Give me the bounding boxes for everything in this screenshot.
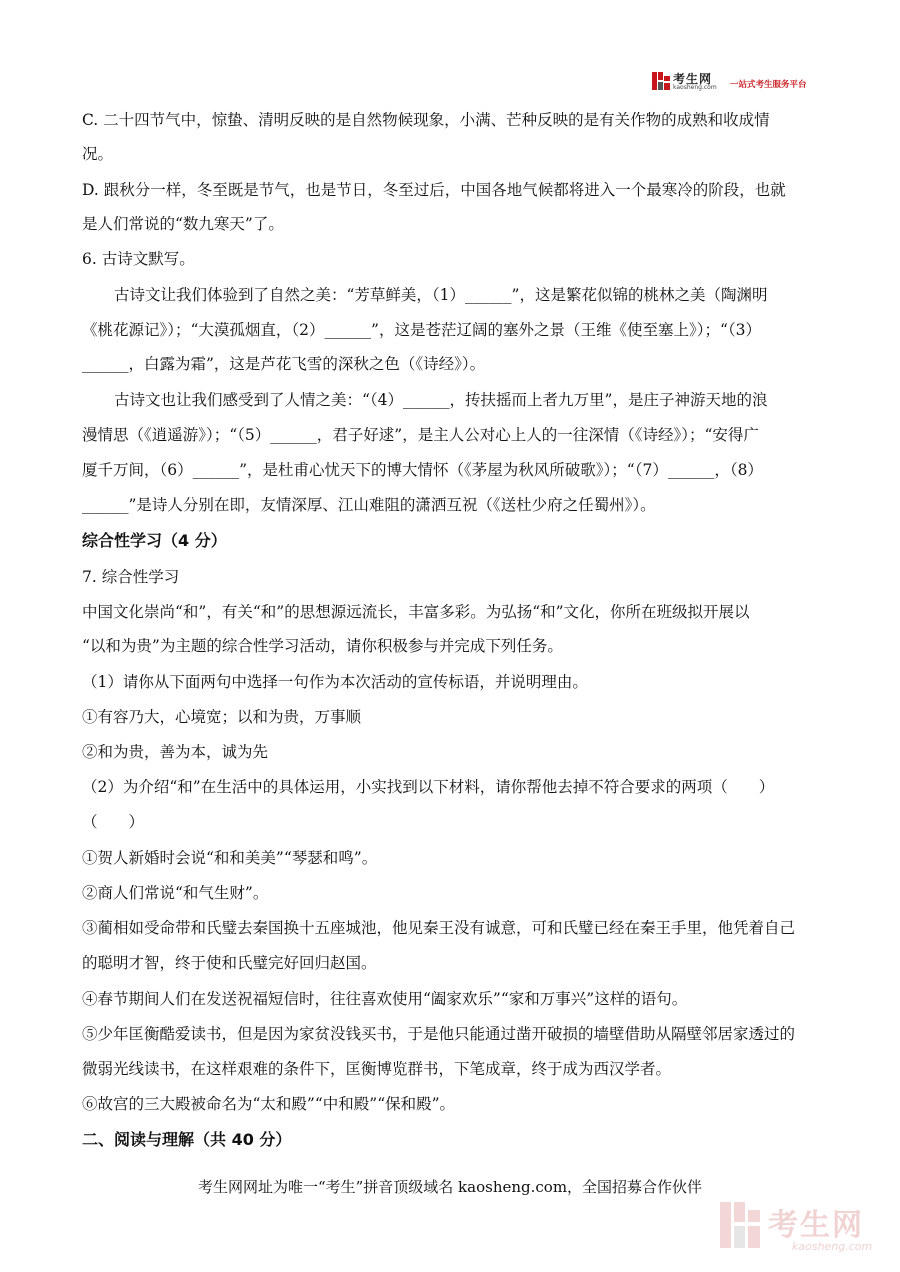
q6-para1-line2: 《桃花源记》）；“大漠孤烟直，（2）______”，这是苍茫辽阔的塞外之景（王维《使至塞上》）；“（3） [82, 321, 761, 339]
option-d-line1: D. 跟秋分一样，冬至既是节气，也是节日，冬至过后，中国各地气候都将进入一个最寒冷的阶段，也就 [82, 181, 786, 199]
q7-intro-line2: “以和为贵”为主题的综合性学习活动，请你积极参与并完成下列任务。 [82, 637, 563, 655]
q6-para1-line3: ______，白露为霜”，这是芦花飞雪的深秋之色（《诗经》）。 [82, 355, 486, 373]
option-c-line2: 况。 [82, 145, 114, 163]
q7-part1: （1）请你从下面两句中选择一句作为本次活动的宣传标语，并说明理由。 [82, 673, 588, 691]
watermark [720, 1200, 890, 1260]
material-3-line2: 的聪明才智，终于使和氏璧完好回归赵国。 [82, 954, 377, 972]
section-heading-comprehensive: 综合性学习（4 分） [82, 531, 227, 550]
q6-para2-line4: ______”是诗人分别在即，友情深厚、江山难阻的潇洒互祝（《送杜少府之任蜀州》）。 [82, 496, 656, 514]
q7-intro-line1: 中国文化崇尚“和”，有关“和”的思想源远流长，丰富多彩。为弘扬“和”文化，你所在班级拟开展以 [82, 603, 750, 621]
section-heading-reading: 二、阅读与理解（共 40 分） [82, 1130, 292, 1149]
q7-part2-blank: （ ） [82, 813, 145, 831]
footer-text: 考生网网址为唯一“考生”拼音顶级域名 kaosheng.com，全国招募合作伙伴 [197, 1178, 703, 1196]
logo-domain: kaosheng.com [673, 84, 717, 91]
q7-slogan-1: ①有容乃大，心境宽；以和为贵，万事顺 [82, 708, 362, 726]
material-3-line1: ③蔺相如受命带和氏璧去秦国换十五座城池，他见秦王没有诚意，可和氏璧已经在秦王手里，他凭着自己 [82, 919, 796, 937]
q7-part2: （2）为介绍“和”在生活中的具体运用，小实找到以下材料，请你帮他去掉不符合要求的两项（ ） [82, 778, 775, 796]
material-4: ④春节期间人们在发送祝福短信时，往往喜欢使用“阖家欢乐”“家和万事兴”这样的语句。 [82, 990, 688, 1008]
material-2: ②商人们常说“和气生财”。 [82, 884, 269, 902]
logo-slogan: 一站式考生服务平台 [730, 80, 807, 90]
question-7-title: 7. 综合性学习 [82, 568, 180, 586]
header-logo [652, 70, 828, 96]
question-6-title: 6. 古诗文默写。 [82, 250, 195, 268]
option-c-line1: C. 二十四节气中，惊蛰、清明反映的是自然物候现象，小满、芒种反映的是有关作物的成熟和收成情 [82, 111, 770, 129]
watermark-name: 考生网 [768, 1208, 864, 1243]
kaosheng-logo-icon [652, 72, 670, 90]
q7-slogan-2: ②和为贵，善为本，诚为先 [82, 743, 269, 761]
q6-para2-line3: 厦千万间，（6）______”，是杜甫心忧天下的博大情怀（《茅屋为秋风所破歌》）；“（7）______，（8） [82, 461, 763, 479]
watermark-domain: kaosheng.com [792, 1240, 873, 1253]
q6-para2-line2: 漫情思（《逍遥游》）；“（5）______，君子好逑”，是主人公对心上人的一往深情（《诗经》）；“安得广 [82, 426, 759, 444]
logo-name: 考生网 [673, 72, 713, 86]
q6-para1-line1: 古诗文让我们体验到了自然之美：“芳草鲜美，（1）______”，这是繁花似锦的桃林之美（陶渊明 [114, 286, 768, 304]
material-6: ⑥故宫的三大殿被命名为“太和殿”“中和殿”“保和殿”。 [82, 1095, 456, 1113]
q6-para2-line1: 古诗文也让我们感受到了人情之美：“（4）______，抟扶摇而上者九万里”，是庄子神游天地的浪 [114, 391, 768, 409]
option-d-line2: 是人们常说的“数九寒天”了。 [82, 215, 284, 233]
material-1: ①贺人新婚时会说“和和美美”“琴瑟和鸣”。 [82, 849, 378, 867]
watermark-logo-icon [720, 1202, 760, 1248]
material-5-line1: ⑤少年匡衡酷爱读书，但是因为家贫没钱买书，于是他只能通过凿开破损的墙壁借助从隔壁邻居家透过的 [82, 1025, 796, 1043]
material-5-line2: 微弱光线读书，在这样艰难的条件下，匡衡博览群书，下笔成章，终于成为西汉学者。 [82, 1060, 672, 1078]
